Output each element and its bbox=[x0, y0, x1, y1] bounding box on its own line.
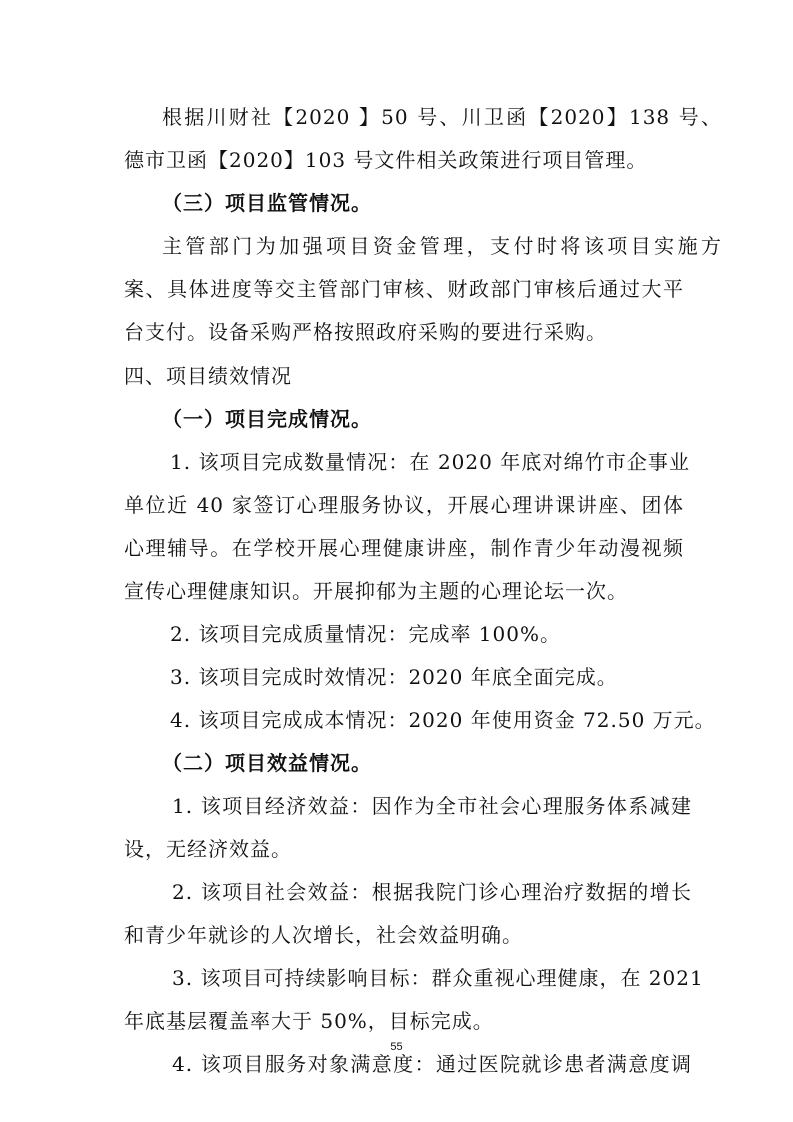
body-line: 德市卫函【2020】103 号文件相关政策进行项目管理。 bbox=[124, 148, 648, 172]
body-line: 1. 该项目完成数量情况：在 2020 年底对绵竹市企事业 bbox=[170, 450, 690, 474]
body-line: 2. 该项目社会效益：根据我院门诊心理治疗数据的增长 bbox=[172, 880, 692, 904]
body-line: 心理辅导。在学校开展心理健康讲座，制作青少年动漫视频 bbox=[124, 536, 684, 560]
body-line: 3. 该项目完成时效情况：2020 年底全面完成。 bbox=[170, 665, 618, 689]
body-line: 根据川财社【2020 】50 号、川卫函【2020】138 号、 bbox=[162, 105, 722, 129]
body-line: 设，无经济效益。 bbox=[124, 837, 292, 861]
body-line: 年底基层覆盖率大于 50%，目标完成。 bbox=[124, 1009, 494, 1033]
body-line: 单位近 40 家签订心理服务协议，开展心理讲课讲座、团体 bbox=[124, 493, 684, 517]
body-line: 4. 该项目服务对象满意度：通过医院就诊患者满意度调 bbox=[172, 1052, 692, 1076]
section-heading: （三）项目监管情况。 bbox=[162, 191, 372, 215]
body-line: 2. 该项目完成质量情况：完成率 100%。 bbox=[170, 622, 561, 646]
body-line: 4. 该项目完成成本情况：2020 年使用资金 72.50 万元。 bbox=[170, 708, 716, 732]
body-line: 案、具体进度等交主管部门审核、财政部门审核后通过大平 bbox=[124, 277, 684, 301]
body-line: 1. 该项目经济效益：因作为全市社会心理服务体系减建 bbox=[172, 794, 692, 818]
body-line: 3. 该项目可持续影响目标：群众重视心理健康，在 2021 bbox=[172, 966, 704, 990]
body-line: 宣传心理健康知识。开展抑郁为主题的心理论坛一次。 bbox=[124, 579, 628, 603]
page-number: 55 bbox=[390, 1041, 403, 1053]
body-line: 台支付。设备采购严格按照政府采购的要进行采购。 bbox=[124, 320, 607, 344]
section-heading: （二）项目效益情况。 bbox=[162, 751, 372, 775]
section-heading: （一）项目完成情况。 bbox=[162, 407, 372, 431]
major-section-heading: 四、项目绩效情况 bbox=[124, 364, 292, 388]
body-line: 主管部门为加强项目资金管理，支付时将该项目实施方 bbox=[162, 234, 722, 258]
body-line: 和青少年就诊的人次增长，社会效益明确。 bbox=[124, 923, 523, 947]
